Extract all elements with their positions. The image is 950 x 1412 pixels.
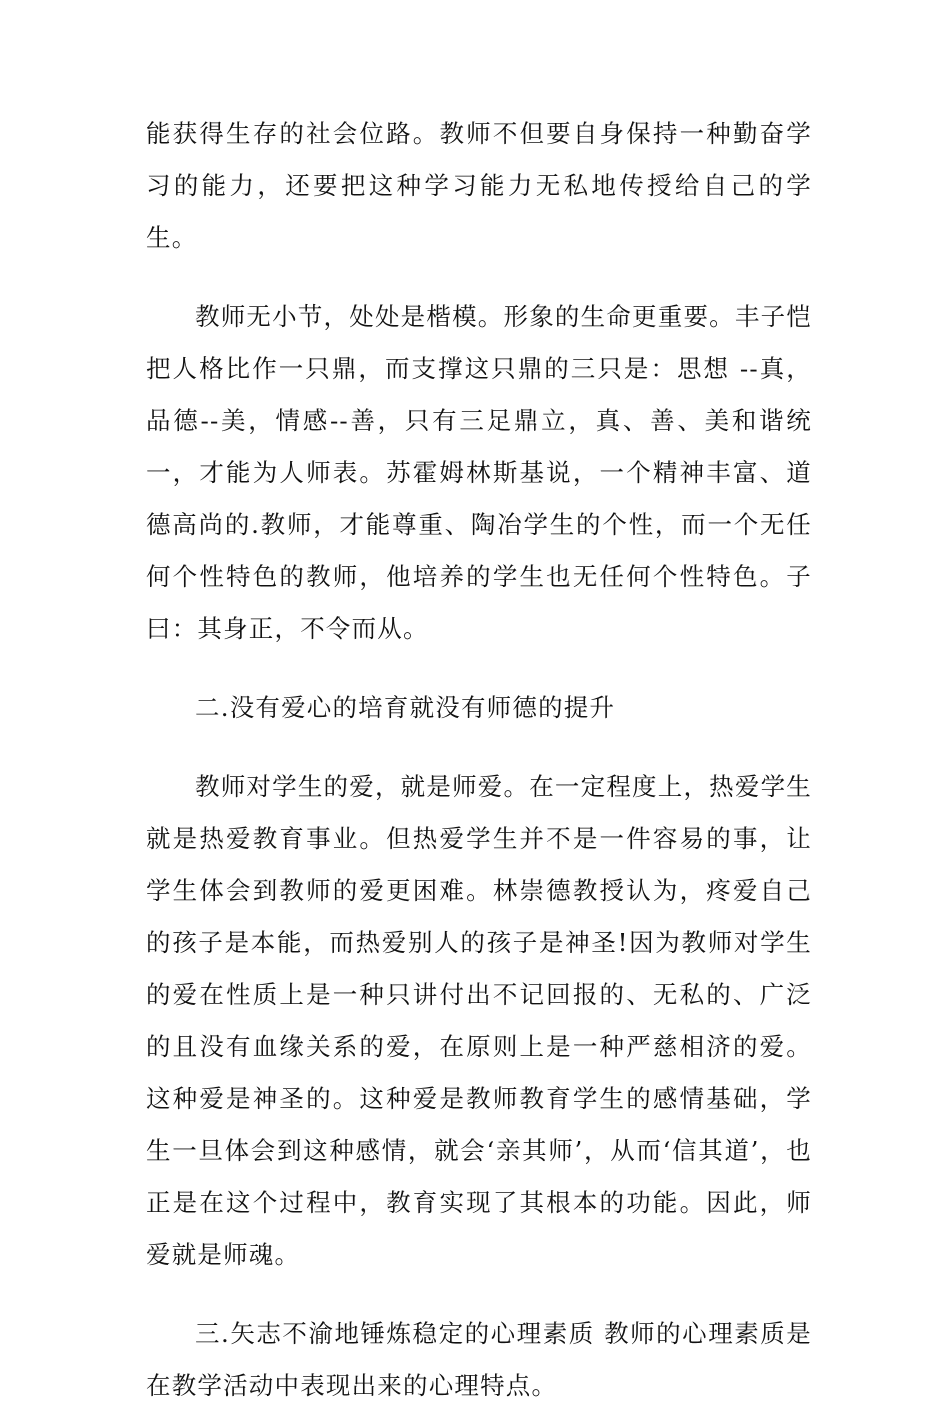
section-heading-two: 二.没有爱心的培育就没有师德的提升 xyxy=(195,693,616,722)
paragraph-teacher-love: 教师对学生的爱，就是师爱。在一定程度上，热爱学生就是热爱教育事业。但热爱学生并不是一件容易的事，让学生体会到教师的爱更困难。林崇德教授认为，疼爱自己的孩子是本能，而热爱别人的孩子是神圣!因为教师对学生的爱在性质上是一种只讲付出不记回报的、无私的、广泛的且没有血缘关系的爱，在原则上是一种严慈相济的爱。这种爱是神圣的。这种爱是教师教育学生的感情基础，学生一旦体会到这种感情，就会‘亲其师’，从而‘信其道’，也正是在这个过程中，教育实现了其根本的功能。因此，师爱就是师魂。 xyxy=(146,772,812,1269)
document-page xyxy=(146,108,812,1412)
paragraph-continuation: 能获得生存的社会位路。教师不但要自身保持一种勤奋学习的能力，还要把这种学习能力无私地传授给自己的学生。 xyxy=(146,119,812,252)
section-heading-three: 三.矢志不渝地锤炼稳定的心理素质 教师的心理素质是在教学活动中表现出来的心理特点。 xyxy=(146,1319,812,1400)
paragraph-role-model: 教师无小节，处处是楷模。形象的生命更重要。丰子恺把人格比作一只鼎，而支撑这只鼎的三只是：思想 --真，品德--美，情感--善，只有三足鼎立，真、善、美和谐统一，才能为人师表。苏霍姆林斯基说，一个精神丰富、道德高尚的.教师，才能尊重、陶冶学生的个性，而一个无任何个性特色的教师，他培养的学生也无任何个性特色。子曰：其身正，不令而从。 xyxy=(146,302,812,643)
